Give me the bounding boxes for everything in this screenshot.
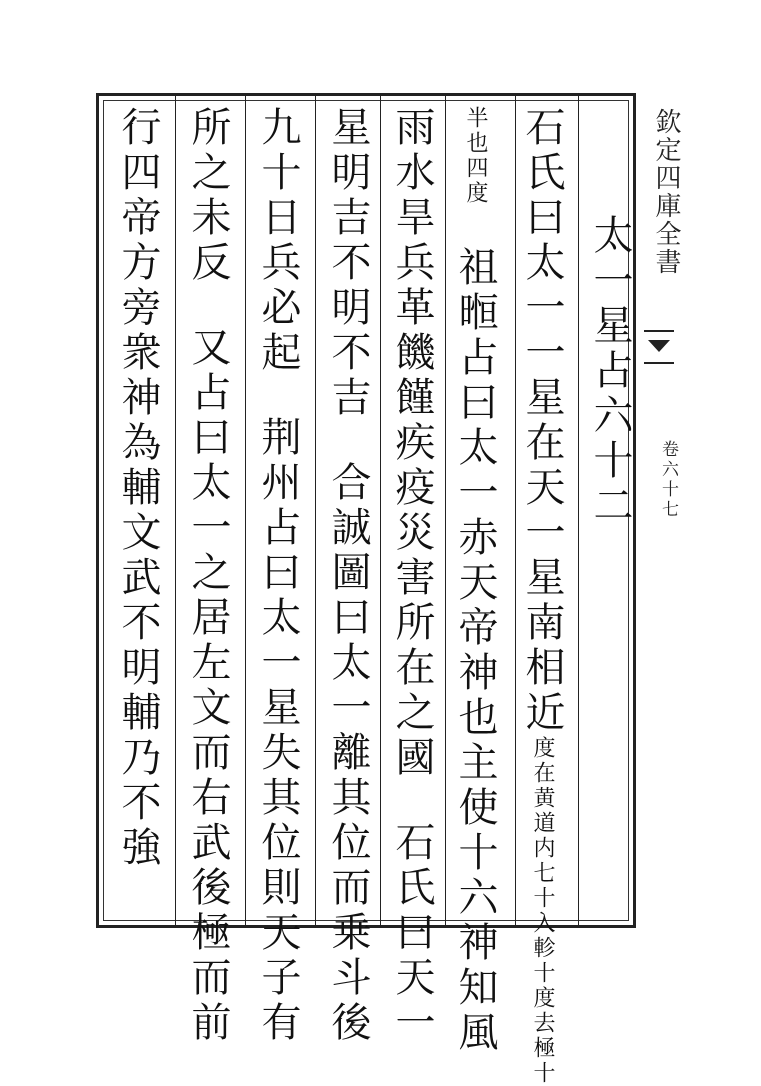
column-text: 石氏曰太一一星在天一星南相近 [519, 106, 565, 736]
column-text: 合誠圖曰太一離其位而乗斗後 [325, 461, 371, 1046]
column-text: 星明吉不明不吉 [325, 106, 371, 421]
volume-number: 卷六十七 [658, 440, 678, 520]
column-rule [515, 96, 516, 925]
annotation-left: 半也 [463, 106, 488, 156]
annotation-split [530, 736, 554, 1086]
annotation-right: 四度 [463, 156, 488, 206]
column-rule [380, 96, 381, 925]
column-text: 九十日兵必起 [255, 106, 301, 376]
text-column-6 [255, 106, 301, 1046]
column-text: 石氏曰天一 [389, 821, 435, 1046]
section-heading [587, 214, 633, 529]
text-column-4 [389, 106, 435, 1046]
column-text: 雨水旱兵革饑饉疾疫災害所在之國 [389, 106, 435, 781]
column-text: 荆州占曰太一星失其位則天子有 [255, 416, 301, 1046]
text-column-3 [452, 106, 498, 1056]
column-rule [445, 96, 446, 925]
text-column-2 [519, 106, 565, 1086]
column-rule [315, 96, 316, 925]
text-column-7 [185, 106, 231, 1046]
text-column-8 [115, 106, 161, 871]
annotation-left: 度在黄道内七十 [530, 736, 555, 911]
annotation-split [463, 106, 487, 206]
column-rule [175, 96, 176, 925]
book-title: 欽定四庫全書 [651, 108, 681, 276]
column-text: 行四帝方旁衆神為輔文武不明輔乃不強 [115, 106, 161, 871]
column-rule [245, 96, 246, 925]
annotation-right: 入軫十度去極十 [530, 911, 555, 1086]
fish-tail-ornament [644, 330, 674, 364]
column-text: 祖暅占曰太一赤天帝神也主使十六神知風 [452, 246, 498, 1056]
column-text: 所之未反 [185, 106, 231, 286]
column-text: 又占曰太一之居左文而右武後極而前 [185, 326, 231, 1046]
text-column-5 [325, 106, 371, 1046]
heading-text: 太一星占六十二 [587, 214, 633, 529]
column-rule [578, 96, 579, 925]
